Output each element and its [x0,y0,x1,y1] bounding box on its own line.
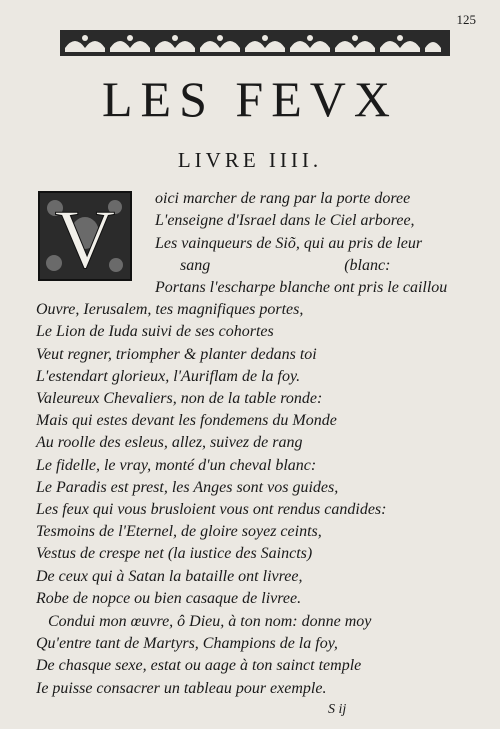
drop-cap-letter: V [54,193,116,279]
verse-line: Au roolle des esleus, allez, suivez de rang [36,434,303,451]
verse-line: Le Paradis est prest, les Anges sont vos guides, [36,479,339,496]
verse-line: Portans l'escharpe blanche ont pris le caillou [155,279,448,296]
book-title: LIVRE IIII. [177,148,323,172]
verse-line: Qu'entre tant de Martyrs, Champions de la foy, [36,635,338,652]
verse-line: Les vainqueurs de Siõ, qui au pris de leur [155,235,423,252]
verse-line: Veut regner, triompher & planter dedans toi [36,346,317,363]
verse-line: Tesmoins de l'Eternel, de gloire soyez ceints, [36,523,322,540]
verse-line: L'estendart glorieux, l'Auriflam de la foy. [36,368,301,385]
verse-line: Robe de nopce ou bien casaque de livree. [36,590,302,607]
verse-line: Vestus de crespe net (la iustice des Saincts) [36,545,313,562]
verse-line: Le fidelle, le vray, monté d'un cheval blanc: [36,457,317,474]
verse-line: Le Lion de Iuda suivi de ses cohortes [36,323,274,340]
ornament-band [60,30,450,56]
verse-line: Ouvre, Ierusalem, tes magnifiques portes, [36,301,304,318]
verse-line: sang (blanc: [180,257,391,274]
verse-line: oici marcher de rang par la porte doree [155,190,411,207]
signature-mark: S ij [328,702,347,717]
verse-line: Mais qui estes devant les fondemens du Monde [36,412,337,429]
verse-line: Condui mon œuvre, ô Dieu, à ton nom: donne moy [48,613,372,630]
drop-cap [38,191,132,281]
verse-line: L'enseigne d'Israel dans le Ciel arboree, [155,212,415,229]
page-number: 125 [456,12,476,27]
main-title: LES FEVX [102,71,398,127]
verse-line: De chasque sexe, estat ou aage à ton sainct temple [36,657,362,674]
verse-line: Valeureux Chevaliers, non de la table ronde: [36,390,323,407]
verse-line: Ie puisse consacrer un tableau pour exemple. [36,680,327,697]
verse-line: Les feux qui vous brusloient vous ont rendus candides: [36,501,387,518]
verse-line: De ceux qui à Satan la bataille ont livree, [36,568,303,585]
